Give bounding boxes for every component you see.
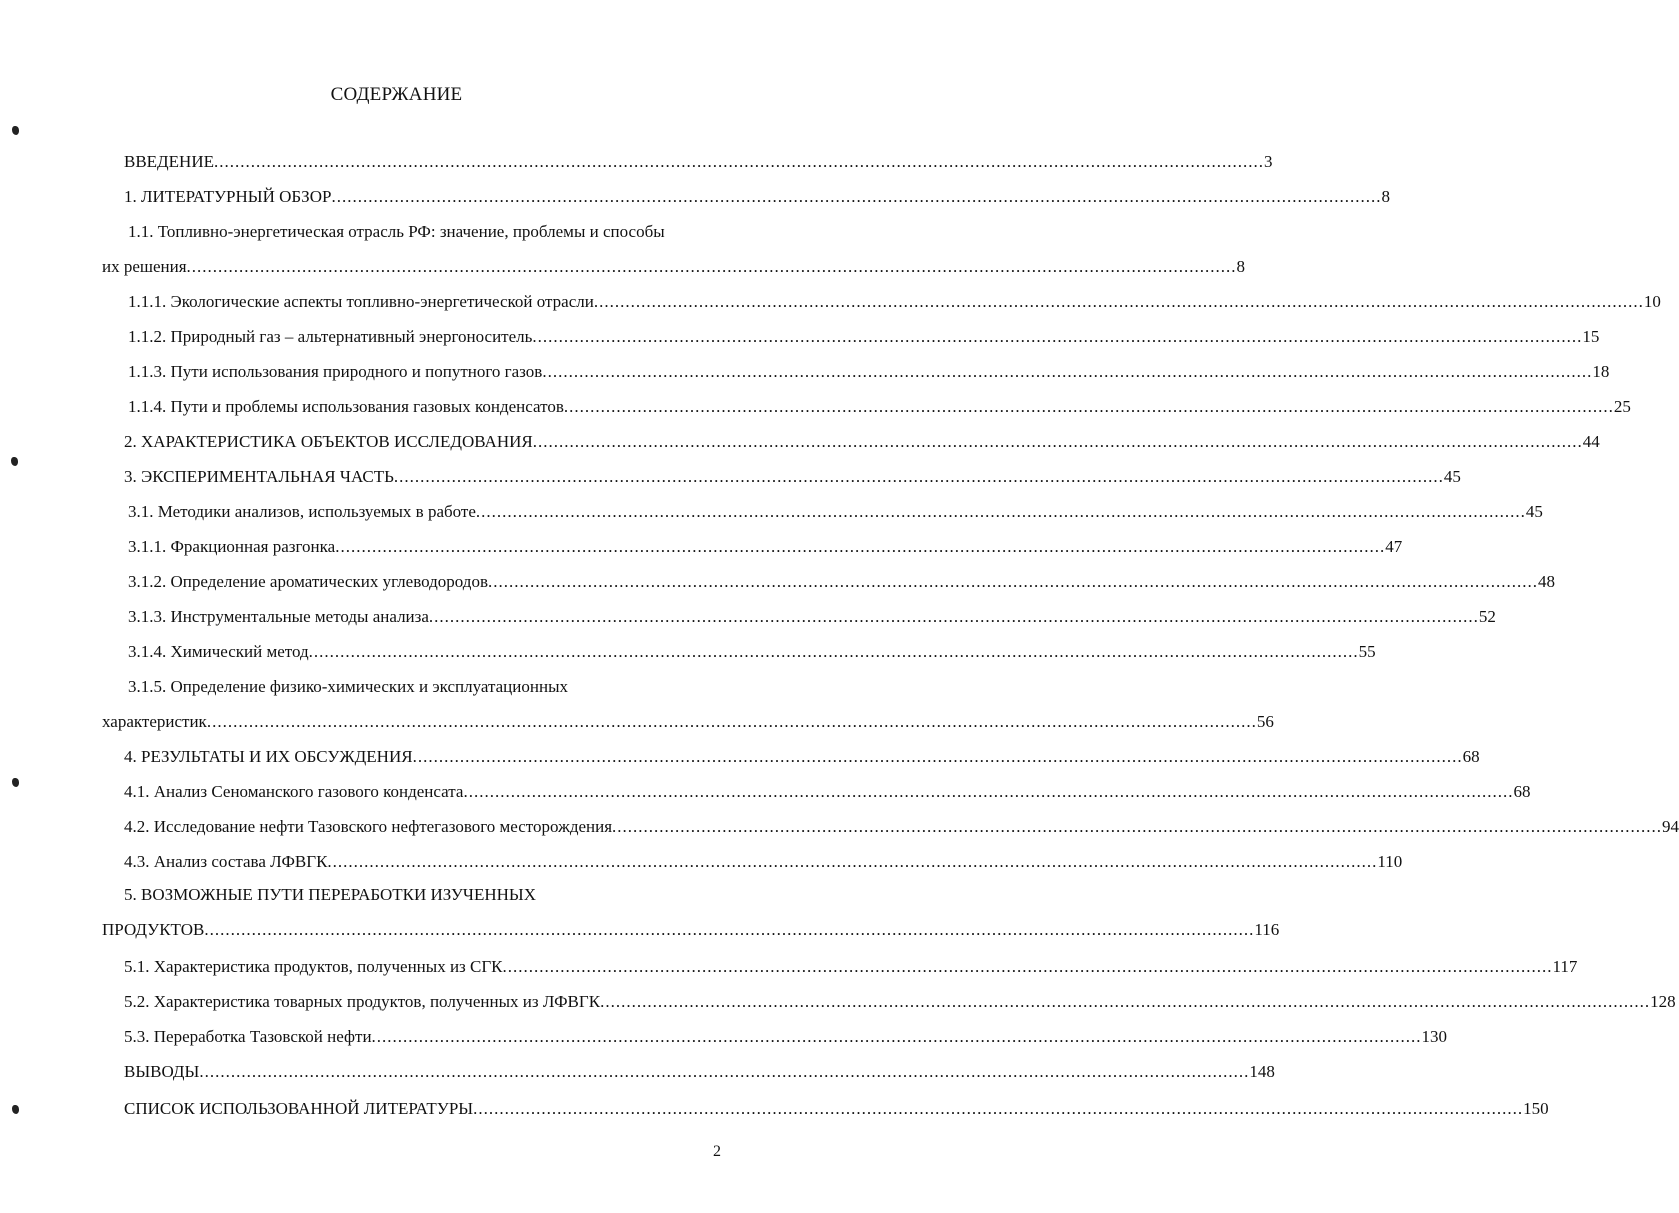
toc-leader-dots: ........................................................................................................................................................................................................ xyxy=(563,397,1614,416)
toc-page-number: 25 xyxy=(1613,397,1631,416)
toc-entry xyxy=(124,1062,1275,1082)
toc-entry xyxy=(128,327,1600,347)
page-title: СОДЕРЖАНИЕ xyxy=(330,84,463,105)
toc-entry-text: 5.1. Характеристика продуктов, полученных из СГК xyxy=(124,957,503,976)
toc-entry xyxy=(124,852,1403,872)
toc-entry-text: 3.1.5. Определение физико-химических и эксплуатационных xyxy=(128,677,568,696)
toc-entry-text: ПРОДУКТОВ xyxy=(102,920,205,939)
toc-page-number: 3 xyxy=(1263,152,1273,171)
toc-entry-text: 3. ЭКСПЕРИМЕНТАЛЬНАЯ ЧАСТЬ xyxy=(124,467,394,486)
toc-entry-text: 1.1.2. Природный газ – альтернативный энергоноситель xyxy=(128,327,533,346)
toc-page-number: 68 xyxy=(1513,782,1531,801)
toc-entry-text: 4. РЕЗУЛЬТАТЫ И ИХ ОБСУЖДЕНИЯ xyxy=(124,747,413,766)
toc-entry-text: 5.2. Характеристика товарных продуктов, полученных из ЛФВГК xyxy=(124,992,601,1011)
toc-entry-text: их решения xyxy=(102,257,187,276)
toc-entry xyxy=(124,992,1676,1012)
toc-entry-text: СПИСОК ИСПОЛЬЗОВАННОЙ ЛИТЕРАТУРЫ xyxy=(124,1099,474,1118)
toc-entry xyxy=(124,957,1578,977)
toc-leader-dots: ........................................................................................................................................................................................................ xyxy=(475,502,1526,521)
toc-entry-text: 3.1.2. Определение ароматических углеводородов xyxy=(128,572,488,591)
toc-leader-dots: ........................................................................................................................................................................................................ xyxy=(327,852,1378,871)
toc-page-number: 45 xyxy=(1525,502,1543,521)
toc-entry-text: 1.1. Топливно-энергетическая отрасль РФ: значение, проблемы и способы xyxy=(128,222,665,241)
toc-entry-text: ВЫВОДЫ xyxy=(124,1062,200,1081)
toc-leader-dots: ........................................................................................................................................................................................................ xyxy=(335,537,1386,556)
toc-entry xyxy=(124,1099,1549,1119)
toc-entry-text: 2. ХАРАКТЕРИСТИКА ОБЪЕКТОВ ИССЛЕДОВАНИЯ xyxy=(124,432,533,451)
toc-leader-dots: ........................................................................................................................................................................................................ xyxy=(532,432,1583,451)
toc-page-number: 148 xyxy=(1249,1062,1275,1081)
toc-page-number: 18 xyxy=(1592,362,1610,381)
toc-page-number: 8 xyxy=(1381,187,1390,206)
toc-page-number: 48 xyxy=(1537,572,1555,591)
toc-entry xyxy=(102,920,1280,940)
toc-entry xyxy=(128,292,1661,312)
toc-entry xyxy=(124,187,1390,207)
toc-page-number: 8 xyxy=(1236,257,1246,276)
toc-leader-dots: ........................................................................................................................................................................................................ xyxy=(502,957,1553,976)
toc-page-number: 47 xyxy=(1385,537,1403,556)
toc-leader-dots: ........................................................................................................................................................................................................ xyxy=(487,572,1538,591)
toc-leader-dots: ........................................................................................................................................................................................................ xyxy=(428,607,1479,626)
toc-page-number: 110 xyxy=(1377,852,1403,871)
toc-page-number: 15 xyxy=(1582,327,1600,346)
toc-entry xyxy=(124,1027,1448,1047)
toc-leader-dots: ........................................................................................................................................................................................................ xyxy=(331,187,1382,206)
toc-entry-text: 1. ЛИТЕРАТУРНЫЙ ОБЗОР xyxy=(124,187,332,206)
toc-page-number: 45 xyxy=(1443,467,1461,486)
toc-page-number: 55 xyxy=(1358,642,1376,661)
toc-entry xyxy=(124,747,1480,767)
toc-entry-text: 3.1.4. Химический метод xyxy=(128,642,309,661)
toc-entry xyxy=(128,397,1631,417)
toc-entry-text: 5.3. Переработка Тазовской нефти xyxy=(124,1027,372,1046)
toc-leader-dots: ........................................................................................................................................................................................................ xyxy=(532,327,1583,346)
toc-entry-text: ВВЕДЕНИЕ xyxy=(124,152,214,171)
toc-page-number: 128 xyxy=(1650,992,1676,1011)
toc-leader-dots: ........................................................................................................................................................................................................ xyxy=(542,362,1593,381)
toc-entry-text: 1.1.4. Пути и проблемы использования газовых конденсатов xyxy=(128,397,564,416)
toc-entry-text: 1.1.3. Пути использования природного и попутного газов xyxy=(128,362,543,381)
toc-entry-text: 3.1.1. Фракционная разгонка xyxy=(128,537,336,556)
toc-leader-dots: ........................................................................................................................................................................................................ xyxy=(213,152,1264,171)
toc-leader-dots: ........................................................................................................................................................................................................ xyxy=(393,467,1444,486)
toc-entry-text: 3.1. Методики анализов, используемых в работе xyxy=(128,502,476,521)
toc-leader-dots: ........................................................................................................................................................................................................ xyxy=(204,920,1255,939)
toc-leader-dots: ........................................................................................................................................................................................................ xyxy=(199,1062,1250,1081)
toc-entry xyxy=(128,572,1555,592)
toc-page-number: 56 xyxy=(1256,712,1274,731)
toc-page-number: 44 xyxy=(1582,432,1600,451)
toc-entry-text: 3.1.3. Инструментальные методы анализа xyxy=(128,607,429,626)
toc-entry-text: 5. ВОЗМОЖНЫЕ ПУТИ ПЕРЕРАБОТКИ ИЗУЧЕННЫХ xyxy=(124,885,537,904)
toc-entry xyxy=(124,885,735,905)
toc-leader-dots: ........................................................................................................................................................................................................ xyxy=(463,782,1514,801)
scan-mark xyxy=(12,778,19,787)
toc-entry xyxy=(124,432,1600,452)
toc-entry-text: 4.1. Анализ Сеноманского газового конденсата xyxy=(124,782,464,801)
toc-entry xyxy=(128,222,735,242)
scan-mark xyxy=(11,457,18,466)
toc-entry xyxy=(128,537,1403,557)
toc-page-number: 52 xyxy=(1478,607,1496,626)
toc-entry xyxy=(124,782,1531,802)
toc-page-number: 116 xyxy=(1254,920,1280,939)
toc-leader-dots: ........................................................................................................................................................................................................ xyxy=(371,1027,1422,1046)
toc-entry-text: 4.2. Исследование нефти Тазовского нефтегазового месторождения xyxy=(124,817,613,836)
toc-leader-dots: ........................................................................................................................................................................................................ xyxy=(600,992,1651,1011)
toc-leader-dots: ........................................................................................................................................................................................................ xyxy=(473,1099,1524,1118)
toc-entry xyxy=(102,712,1274,732)
toc-page-number: 130 xyxy=(1421,1027,1448,1046)
scan-mark xyxy=(12,126,19,135)
toc-page-number: 94 xyxy=(1662,817,1679,836)
toc-entry xyxy=(128,502,1543,522)
toc-leader-dots: ........................................................................................................................................................................................................ xyxy=(612,817,1663,836)
toc-entry xyxy=(128,642,1376,662)
toc-leader-dots: ........................................................................................................................................................................................................ xyxy=(308,642,1359,661)
toc-entry-text: характеристик xyxy=(102,712,207,731)
toc-leader-dots: ........................................................................................................................................................................................................ xyxy=(412,747,1463,766)
toc-entry xyxy=(102,257,1246,277)
toc-leader-dots: ........................................................................................................................................................................................................ xyxy=(186,257,1237,276)
toc-entry xyxy=(124,467,1461,487)
toc-page-number: 117 xyxy=(1552,957,1578,976)
toc-page-number: 10 xyxy=(1643,292,1661,311)
toc-leader-dots: ........................................................................................................................................................................................................ xyxy=(593,292,1644,311)
scan-mark xyxy=(12,1105,19,1114)
toc-entry xyxy=(128,677,735,697)
toc-entry xyxy=(128,362,1610,382)
toc-entry xyxy=(128,607,1496,627)
toc-entry xyxy=(124,817,1679,837)
page-number: 2 xyxy=(713,1143,721,1160)
toc-entry-text: 4.3. Анализ состава ЛФВГК xyxy=(124,852,328,871)
toc-page-number: 150 xyxy=(1523,1099,1549,1118)
toc-entry xyxy=(124,152,1273,172)
toc-entry-text: 1.1.1. Экологические аспекты топливно-энергетической отрасли xyxy=(128,292,594,311)
toc-leader-dots: ........................................................................................................................................................................................................ xyxy=(206,712,1257,731)
toc-page-number: 68 xyxy=(1462,747,1480,766)
